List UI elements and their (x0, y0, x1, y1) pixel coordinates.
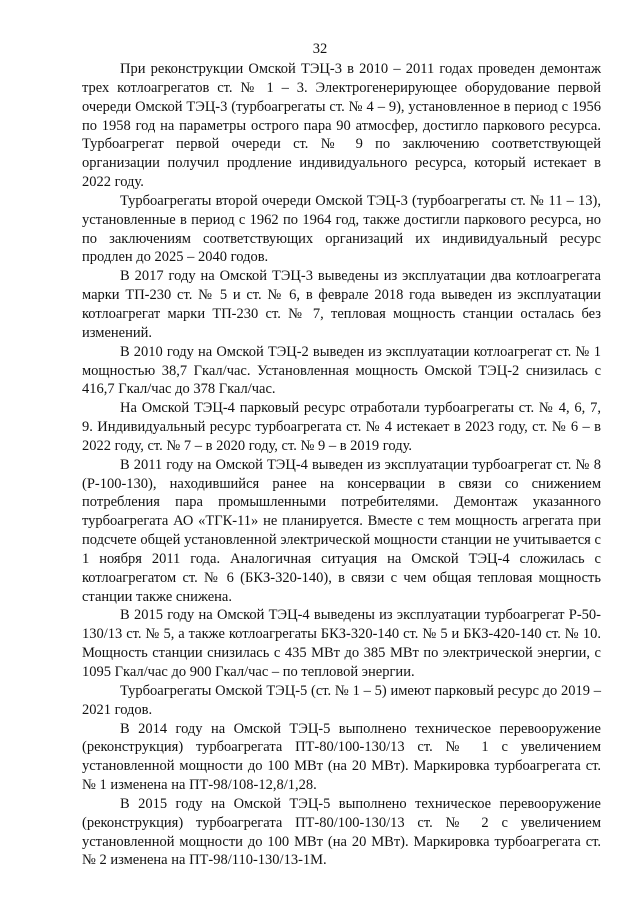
paragraph-tec4-2011: В 2011 году на Омской ТЭЦ-4 выведен из эксплуатации турбоагрегат ст. № 8 (Р-100-130), находившийся ранее на консервации в связи со снижением потребления пара промышленными потребителями. Демонтаж указанного турбоагрегата АО «ТГК-11» не планируется. Вместе с тем мощность агрегата при подсчете общей установленной электрической мощности станции не учитывается с 1 ноября 2011 года. Аналогичная ситуация на Омской ТЭЦ-4 сложилась с котлоагрегатом ст. № 6 (БКЗ-320-140), в связи с чем общая тепловая мощность станции также снижена. (82, 456, 601, 605)
paragraph-tec3-second-stage: Турбоагрегаты второй очереди Омской ТЭЦ-3 (турбоагрегаты ст. № 11 – 13), установленные в период с 1962 по 1964 год, также достигли паркового ресурса, но по заключениям соответствующих организаций их индивидуальный ресурс продлен до 2025 – 2040 годов. (82, 192, 601, 266)
page-number: 32 (312, 41, 328, 57)
paragraph-tec3-reconstruction: При реконструкции Омской ТЭЦ-3 в 2010 – 2011 годах проведен демонтаж трех котлоагрегатов ст. № 1 – 3. Электрогенерирующее оборудование первой очереди Омской ТЭЦ-3 (турбоагрегаты ст. № 4 – 9), установленное в период с 1956 по 1958 год на параметры острого пара 90 атмосфер, достигло паркового ресурса. Турбоагрегат первой очереди ст. № 9 по заключению соответствующей организации получил продление индивидуального ресурса, который истекает в 2022 году. (82, 61, 601, 191)
paragraph-tec4-park-resource: На Омской ТЭЦ-4 парковый ресурс отработали турбоагрегаты ст. № 4, 6, 7, 9. Индивидуальный ресурс турбоагрегата ст. № 4 истекает в 2023 году, ст. № 6 – в 2022 году, ст. № 7 – в 2020 году, ст. № 9 – в 2019 году. (82, 400, 601, 454)
document-body (82, 60, 601, 870)
paragraph-tec4-2015: В 2015 году на Омской ТЭЦ-4 выведены из эксплуатации турбоагрегат Р-50-130/13 ст. № 5, а также котлоагрегаты БКЗ-320-140 ст. № 5 и БКЗ-420-140 ст. № 10. Мощность станции снизилась с 435 МВт до 385 МВт по электрической энергии, с 1095 Гкал/час до 900 Гкал/час – по тепловой энергии. (82, 607, 601, 680)
paragraph-tec5-2014: В 2014 году на Омской ТЭЦ-5 выполнено техническое перевооружение (реконструкция) турбоагрегата ПТ-80/100-130/13 ст. № 1 с увеличением установленной мощности до 100 МВт (на 20 МВт). Маркировка турбоагрегата ст. № 1 изменена на ПТ-98/108-12,8/1,28. (82, 720, 601, 794)
paragraph-tec2-2010: В 2010 году на Омской ТЭЦ-2 выведен из эксплуатации котлоагрегат ст. № 1 мощностью 38,7 Гкал/час. Установленная мощность Омской ТЭЦ-2 снизилась с 416,7 Гкал/час до 378 Гкал/час. (82, 343, 601, 398)
paragraph-tec5-park-resource: Турбоагрегаты Омской ТЭЦ-5 (ст. № 1 – 5) имеют парковый ресурс до 2019 – 2021 годов. (82, 682, 601, 718)
paragraph-tec5-2015: В 2015 году на Омской ТЭЦ-5 выполнено техническое перевооружение (реконструкция) турбоагрегата ПТ-80/100-130/13 ст. № 2 с увеличением установленной мощности до 100 МВт (на 20 МВт). Маркировка турбоагрегата ст. № 2 изменена на ПТ-98/110-130/13-1М. (82, 795, 601, 869)
paragraph-tec3-2017-decommission: В 2017 году на Омской ТЭЦ-3 выведены из эксплуатации два котлоагрегата марки ТП-230 ст. № 5 и ст. № 6, в феврале 2018 года выведен из эксплуатации котлоагрегат марки ТП-230 ст. № 7, тепловая мощность станции осталась без изменений. (82, 268, 601, 341)
